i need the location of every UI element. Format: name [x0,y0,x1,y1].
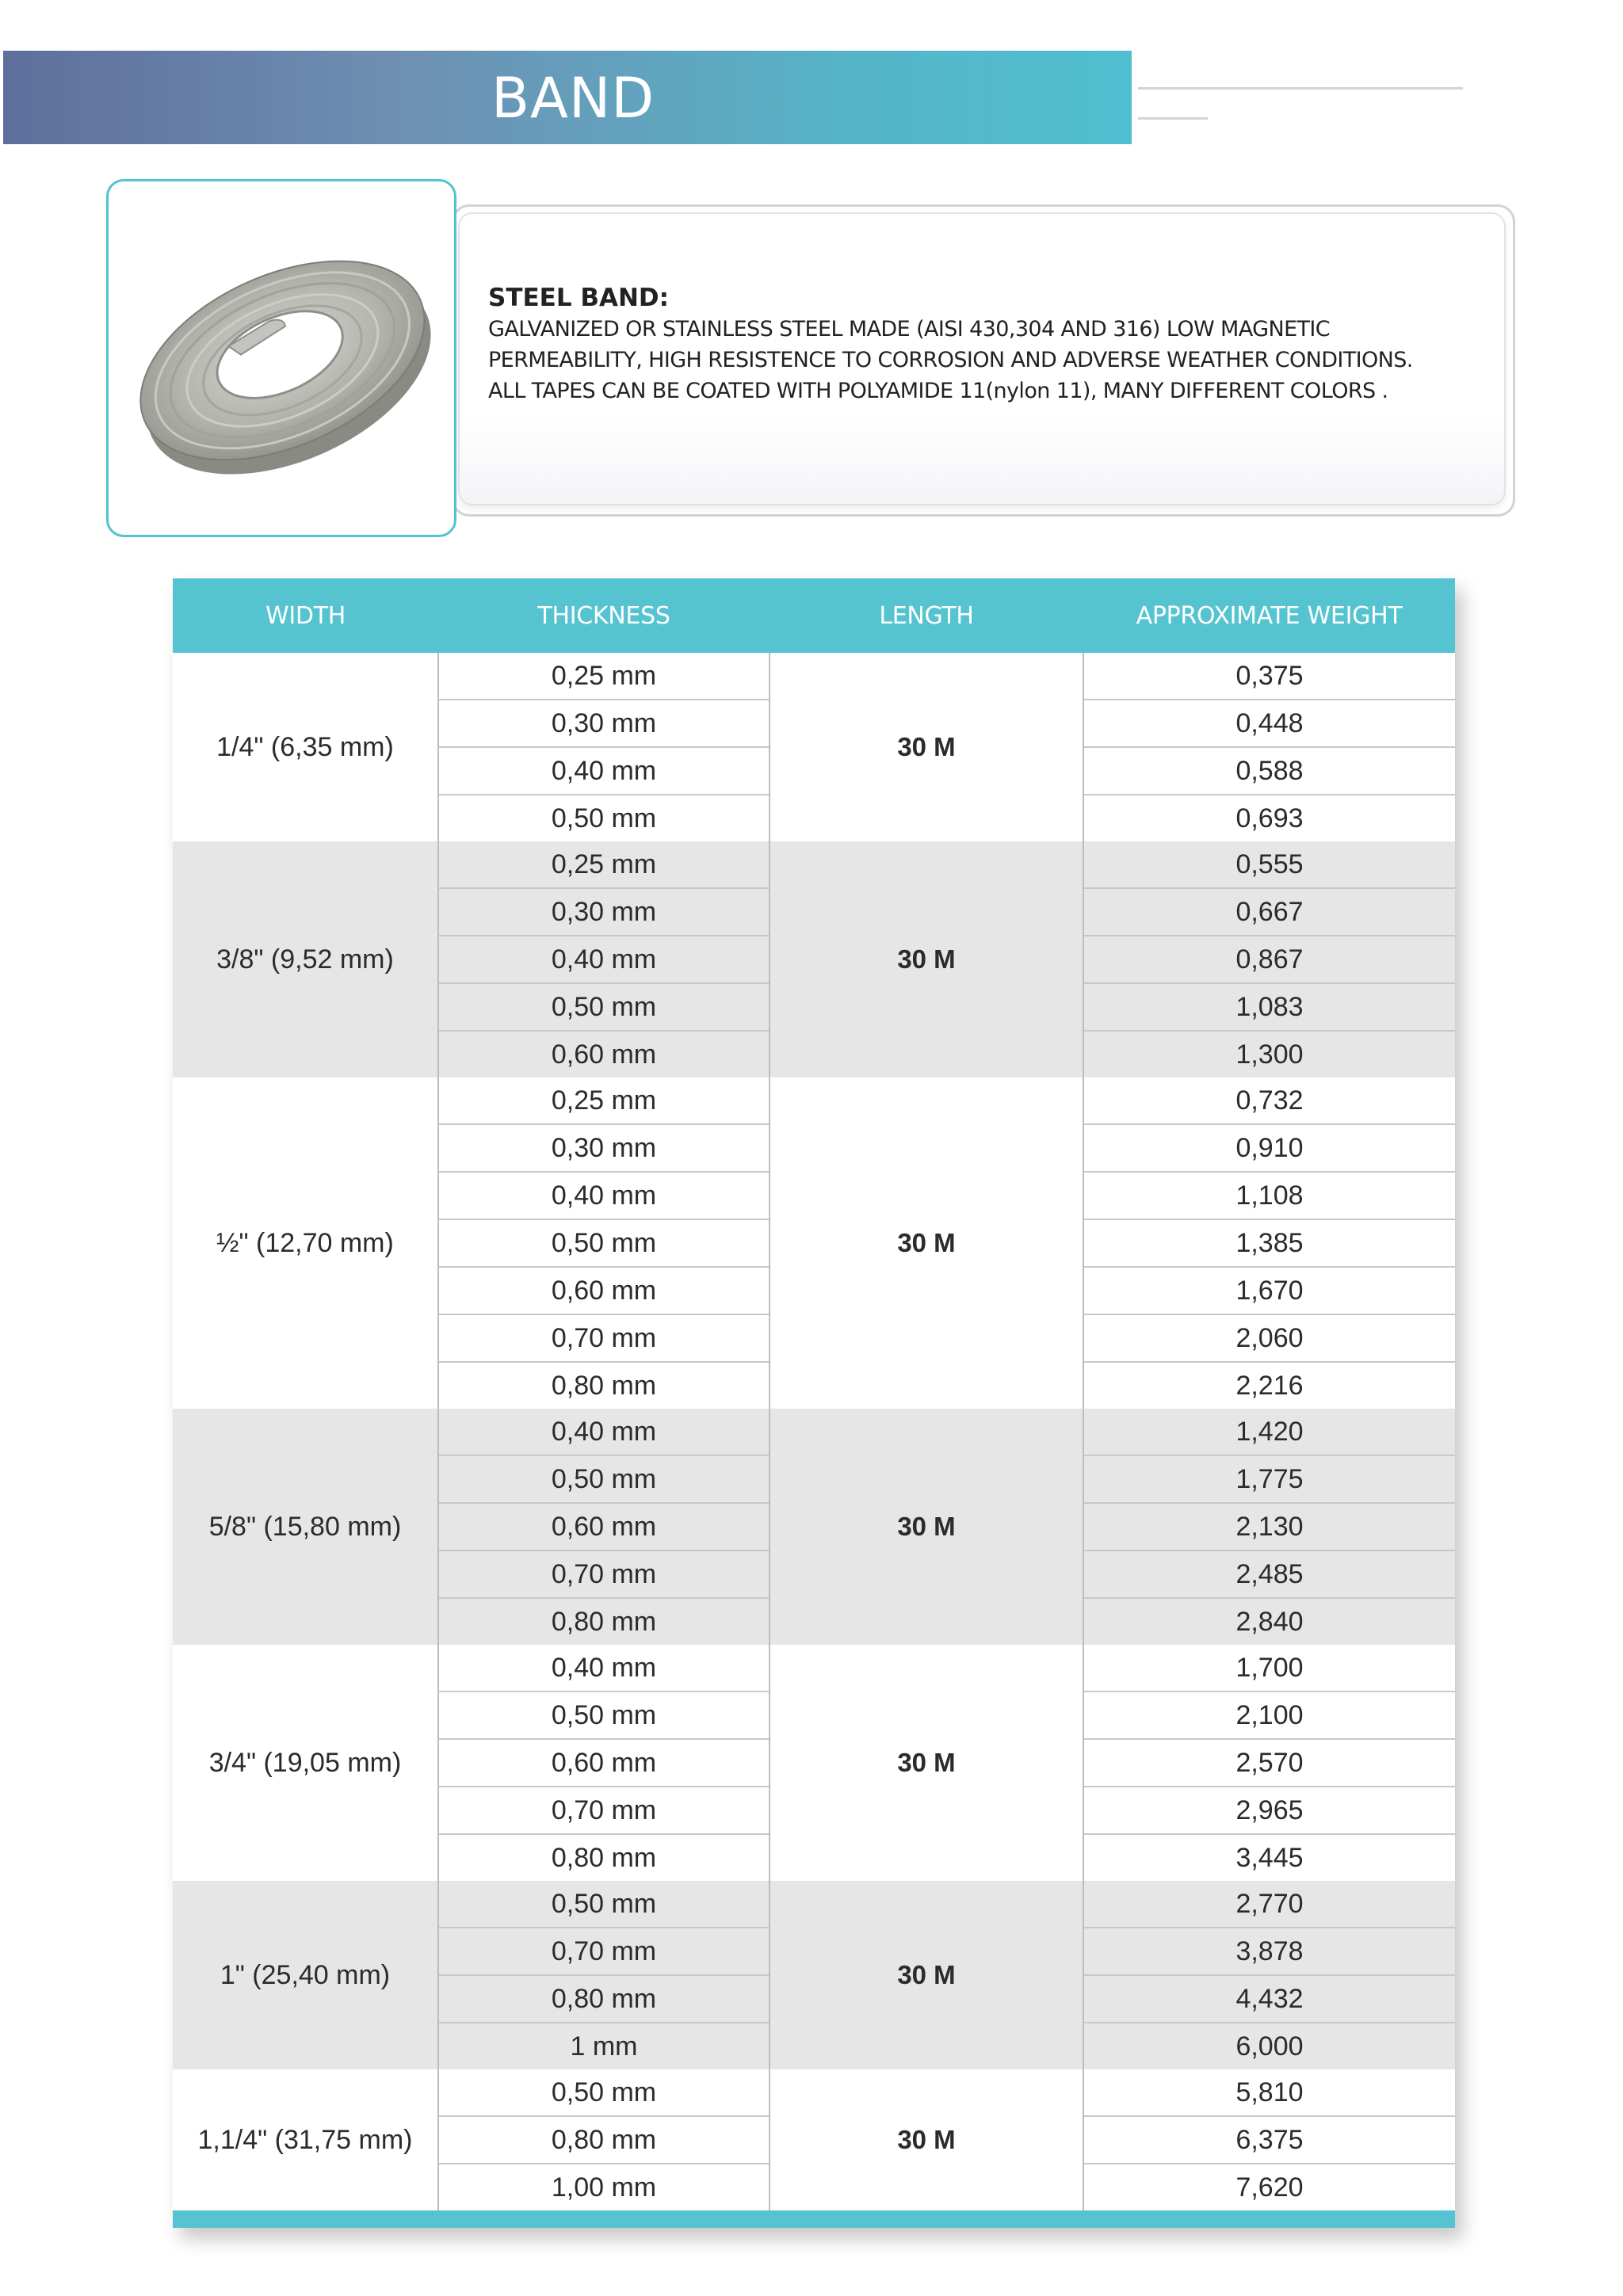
weight-cell: 1,300 [1083,1031,1455,1077]
weight-cell: 7,620 [1083,2164,1455,2210]
thickness-cell: 1,00 mm [438,2164,769,2210]
header-length: LENGTH [769,578,1083,653]
weight-cell: 0,588 [1083,747,1455,795]
table-row [173,2069,1455,2116]
title-banner [3,51,1132,144]
weight-cell: 0,448 [1083,700,1455,747]
decorative-line-lower [1138,117,1208,120]
band-spec-table [173,578,1455,2210]
table-row [173,841,1455,888]
weight-cell: 1,083 [1083,983,1455,1031]
thickness-cell: 0,60 mm [438,1739,769,1787]
weight-cell: 3,445 [1083,1834,1455,1881]
width-group [173,841,1455,1077]
steel-band-coil-image [120,221,445,498]
length-cell: 30 M [769,1645,1083,1881]
page-title: BAND [491,66,655,131]
thickness-cell: 0,40 mm [438,1645,769,1691]
width-group [173,1409,1455,1645]
thickness-cell: 0,25 mm [438,841,769,888]
thickness-cell: 0,50 mm [438,1691,769,1739]
decorative-line-upper [1138,87,1463,90]
thickness-cell: 0,30 mm [438,1124,769,1172]
thickness-cell: 0,50 mm [438,983,769,1031]
thickness-cell: 0,60 mm [438,1503,769,1550]
weight-cell: 6,375 [1083,2116,1455,2164]
weight-cell: 2,485 [1083,1550,1455,1598]
thickness-cell: 0,50 mm [438,2069,769,2116]
description-text [488,282,1439,406]
table-row [173,653,1455,700]
weight-cell: 0,693 [1083,795,1455,841]
thickness-cell: 0,70 mm [438,1928,769,1975]
header-width: WIDTH [173,578,438,653]
length-cell: 30 M [769,2069,1083,2210]
length-cell: 30 M [769,1077,1083,1409]
width-group [173,653,1455,841]
width-cell: 1,1/4" (31,75 mm) [197,2124,413,2155]
description-heading: STEEL BAND: [488,284,670,312]
weight-cell: 6,000 [1083,2023,1455,2069]
thickness-cell: 0,70 mm [438,1314,769,1362]
length-cell: 30 M [769,841,1083,1077]
thickness-cell: 0,30 mm [438,700,769,747]
description-body: GALVANIZED OR STAINLESS STEEL MADE (AISI 430,304 AND 316) LOW MAGNETIC PERMEABILITY, HIGH RESISTENCE TO CORROSION AND ADVERSE WEATHER CONDITIONS. ALL TAPES CAN BE COATED WITH POLYAMIDE 11(nylon 11), MANY DIFFERENT COLORS . [488,317,1413,403]
thickness-cell: 0,25 mm [438,1077,769,1124]
header-thickness: THICKNESS [438,578,769,653]
weight-cell: 2,840 [1083,1598,1455,1645]
width-cell: 1/4" (6,35 mm) [216,731,394,762]
weight-cell: 1,700 [1083,1645,1455,1691]
weight-cell: 2,570 [1083,1739,1455,1787]
thickness-cell: 0,40 mm [438,1172,769,1219]
thickness-cell: 0,40 mm [438,936,769,983]
width-group [173,1077,1455,1409]
thickness-cell: 0,30 mm [438,888,769,936]
weight-cell: 1,775 [1083,1455,1455,1503]
thickness-cell: 0,80 mm [438,1362,769,1409]
thickness-cell: 0,80 mm [438,2116,769,2164]
length-cell: 30 M [769,1409,1083,1645]
length-cell: 30 M [769,1881,1083,2069]
weight-cell: 0,910 [1083,1124,1455,1172]
thickness-cell: 0,50 mm [438,1455,769,1503]
weight-cell: 0,667 [1083,888,1455,936]
thickness-cell: 1 mm [438,2023,769,2069]
weight-cell: 2,130 [1083,1503,1455,1550]
weight-cell: 2,216 [1083,1362,1455,1409]
weight-cell: 3,878 [1083,1928,1455,1975]
table-row [173,1645,1455,1691]
header-approximate-weight: APPROXIMATE WEIGHT [1083,578,1455,653]
thickness-cell: 0,25 mm [438,653,769,700]
weight-cell: 5,810 [1083,2069,1455,2116]
weight-cell: 2,770 [1083,1881,1455,1928]
weight-cell: 1,420 [1083,1409,1455,1455]
weight-cell: 2,060 [1083,1314,1455,1362]
table-row [173,1409,1455,1455]
thickness-cell: 0,60 mm [438,1031,769,1077]
thickness-cell: 0,50 mm [438,1219,769,1267]
width-cell: 1" (25,40 mm) [173,1881,438,2069]
table-header-row [173,578,1455,653]
thickness-cell: 0,50 mm [438,1881,769,1928]
table-footer-bar [173,2210,1455,2228]
weight-cell: 4,432 [1083,1975,1455,2023]
width-group [173,1645,1455,1881]
weight-cell: 2,965 [1083,1787,1455,1834]
weight-cell: 2,100 [1083,1691,1455,1739]
thickness-cell: 0,50 mm [438,795,769,841]
table-row [173,1881,1455,1928]
thickness-cell: 0,80 mm [438,1834,769,1881]
weight-cell: 0,867 [1083,936,1455,983]
thickness-cell: 0,70 mm [438,1550,769,1598]
thickness-cell: 0,40 mm [438,1409,769,1455]
weight-cell: 0,555 [1083,841,1455,888]
table-row [173,1077,1455,1124]
weight-cell: 1,670 [1083,1267,1455,1314]
width-cell: 5/8" (15,80 mm) [173,1409,438,1645]
product-photo-frame [106,179,456,537]
thickness-cell: 0,80 mm [438,1598,769,1645]
width-group [173,2069,1455,2210]
width-cell: 3/4" (19,05 mm) [208,1747,402,1778]
weight-cell: 1,108 [1083,1172,1455,1219]
thickness-cell: 0,80 mm [438,1975,769,2023]
width-cell: ½" (12,70 mm) [216,1227,394,1258]
thickness-cell: 0,40 mm [438,747,769,795]
thickness-cell: 0,70 mm [438,1787,769,1834]
weight-cell: 0,732 [1083,1077,1455,1124]
width-cell: 3/8" (9,52 mm) [173,841,438,1077]
band-spec-table-container [173,578,1455,2228]
thickness-cell: 0,60 mm [438,1267,769,1314]
weight-cell: 0,375 [1083,653,1455,700]
length-cell: 30 M [769,653,1083,841]
weight-cell: 1,385 [1083,1219,1455,1267]
width-group [173,1881,1455,2069]
